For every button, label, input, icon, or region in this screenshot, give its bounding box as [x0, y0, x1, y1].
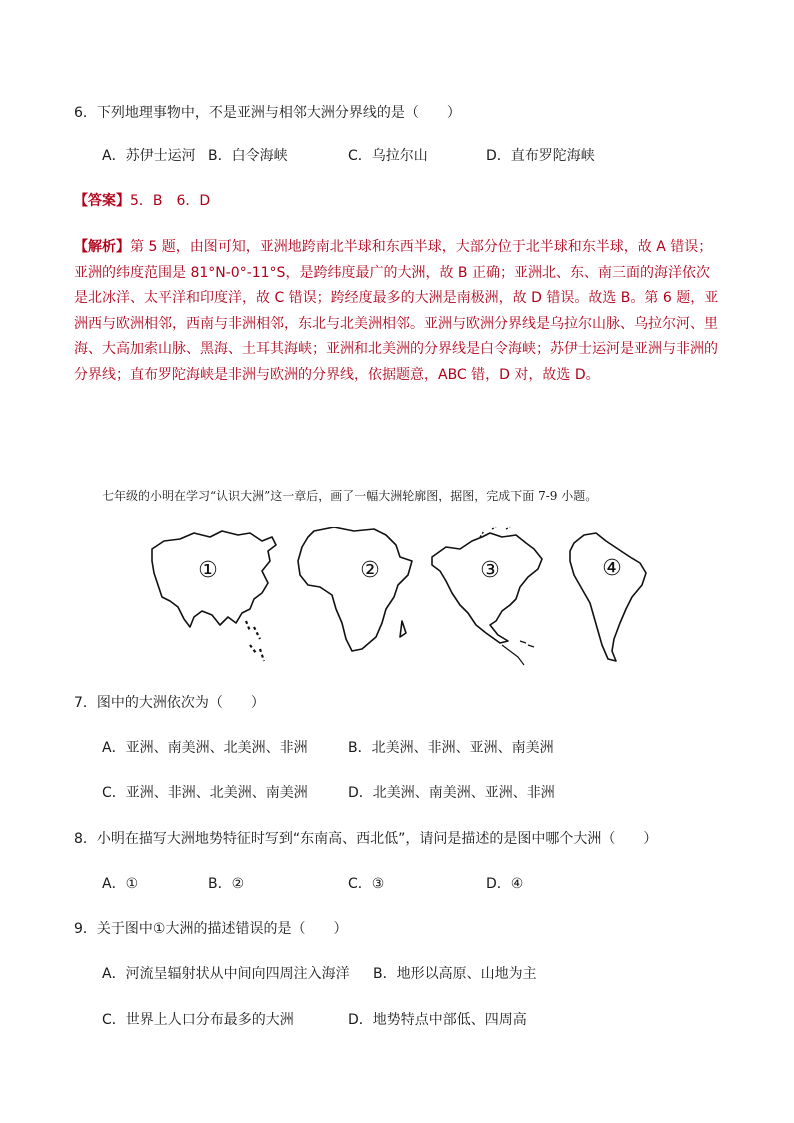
- continent-label-4: ④: [602, 556, 622, 581]
- q9-option-c: C．世界上人口分布最多的大洲: [102, 1012, 294, 1028]
- q6-option-c: C．乌拉尔山: [348, 148, 428, 164]
- africa-outline: [298, 527, 412, 651]
- question-9-stem: 9．关于图中①大洲的描述错误的是（ ）: [74, 921, 348, 937]
- q7-option-d: D．北美洲、南美洲、亚洲、非洲: [348, 785, 555, 801]
- q7-option-a: A．亚洲、南美洲、北美洲、非洲: [102, 740, 308, 756]
- q6-option-b: B．白令海峡: [208, 148, 288, 164]
- figure-caption: 七年级的小明在学习“认识大洲”这一章后，画了一幅大洲轮廓图，据图，完成下面 7-9 小题。: [102, 489, 598, 503]
- south-america-outline: [570, 533, 646, 661]
- north-america-outline: [432, 533, 542, 643]
- question-7-stem: 7．图中的大洲依次为（ ）: [74, 695, 265, 711]
- question-8-stem: 8．小明在描写大洲地势特征时写到“东南高、西北低”，请问是描述的是图中哪个大洲（ ）: [74, 831, 658, 847]
- answer-line: [74, 191, 210, 211]
- q9-option-a: A．河流呈辐射状从中间向四周注入海洋: [102, 966, 350, 982]
- q8-option-a: A．①: [102, 876, 139, 892]
- continent-label-2: ②: [360, 558, 380, 583]
- q8-option-c: C．③: [348, 876, 385, 892]
- q8-option-d: D．④: [486, 876, 524, 892]
- q9-option-b: B．地形以高原、山地为主: [373, 966, 537, 982]
- q6-option-d: D．直布罗陀海峡: [486, 148, 595, 164]
- analysis-label: 【解析】: [74, 239, 130, 255]
- q7-option-b: B．北美洲、非洲、亚洲、南美洲: [348, 740, 554, 756]
- continent-outline-figure: [150, 527, 662, 667]
- q9-option-d: D．地势特点中部低、四周高: [348, 1012, 527, 1028]
- analysis-text: 第 5 题，由图可知，亚洲地跨南北半球和东西半球，大部分位于北半球和东半球，故 A 错误；亚洲的纬度范围是 81°N-0°-11°S，是跨纬度最广的大洲，故 B 正确；亚洲北、东、南三面的海洋依次是北冰洋、太平洋和印度洋，故 C 错误；跨经度最多的大洲是南极洲，故 D 错误。故选 B。第 6 题，亚洲西与欧洲相邻，西南与非洲相邻，东北与北美洲相邻。亚洲与欧洲分界线是乌拉尔山脉、乌拉尔河、里海、大高加索山脉、黑海、土耳其海峡；亚洲和北美洲的分界线是白令海峡；苏伊士运河是亚洲与非洲的分界线；直布罗陀海峡是非洲与欧洲的分界线，依据题意，ABC 错，D 对，故选 D。: [74, 239, 719, 383]
- analysis-block: [74, 235, 722, 388]
- answer-text: 5．B 6．D: [130, 193, 211, 209]
- q6-option-a: A．苏伊士运河: [102, 148, 196, 164]
- continent-label-1: ①: [198, 558, 218, 583]
- answer-label: 【答案】: [74, 193, 130, 209]
- question-6-stem: 6．下列地理事物中，不是亚洲与相邻大洲分界线的是（ ）: [74, 105, 461, 121]
- q7-option-c: C．亚洲、非洲、北美洲、南美洲: [102, 785, 308, 801]
- continent-label-3: ③: [480, 558, 500, 583]
- q8-option-b: B．②: [208, 876, 245, 892]
